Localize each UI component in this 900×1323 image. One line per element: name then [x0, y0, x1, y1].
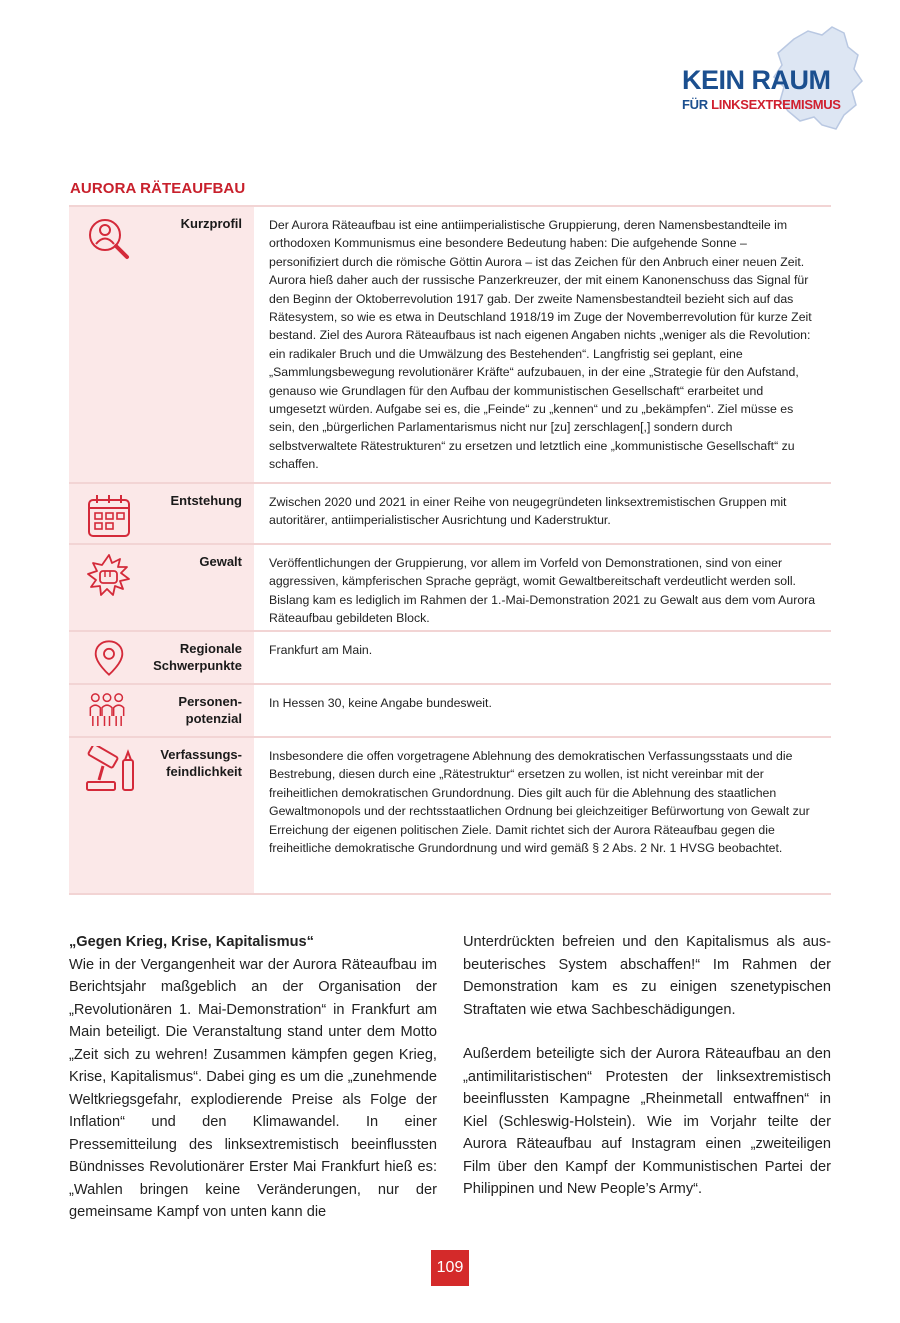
- profile-table: [69, 205, 831, 895]
- profile-row-gewalt: [69, 543, 831, 630]
- article-left-column: [69, 931, 437, 1224]
- profile-label: Kurzprofil: [180, 216, 242, 231]
- article-right-column: [463, 931, 831, 1201]
- profile-text: Insbesondere die offen vorgetragene Ablehnung des demokratischen Verfassungsstaats und die Bestrebung, diesen durch eine „Rätestruktur“ ersetzen zu wollen, ist nicht vereinbar mit der freiheitlichen demokratischen Grundordnung. Dies gilt auch für die Ablehnung des staatlichen Gewaltmonopols und der rechtsstaatlichen Ordnung bei gleichzeitiger Befürwortung von Gewalt zur Erreichung der eigenen politischen Ziele. Damit richtet sich der Aurora Räteaufbau gegen die freiheitliche demokratische Grundordnung und wird gemäß § 2 Abs. 2 Nr. 1 HVSG beobachtet.: [269, 749, 810, 856]
- profile-text: In Hessen 30, keine Angabe bundesweit.: [269, 696, 492, 710]
- logo-title: KEIN RAUM: [682, 65, 831, 95]
- article-paragraph: Unterdrückten befreien und den Kapitalismus als ausbeuterisches System abschaffen!“ Im Rahmen der Demonstration kam es zu einigen szenetypischen Straftaten wie etwa Sachbeschädigungen.: [463, 934, 831, 1018]
- profile-label: Personenpotenzial: [178, 694, 242, 726]
- logo: [676, 25, 866, 135]
- gavel-icon: [83, 746, 139, 794]
- magnifier-person-icon: [85, 215, 133, 263]
- profile-text: Zwischen 2020 und 2021 in einer Reihe von neugegründeten linksextremistischen Gruppen mit autoritärer, antiimperialistischer Ausrichtung und Kaderstruktur.: [269, 495, 787, 528]
- calendar-icon: [85, 492, 133, 540]
- people-group-icon: [85, 691, 129, 731]
- article-heading: „Gegen Krieg, Krise, Kapitalismus“: [69, 934, 314, 950]
- article-paragraph: Wie in der Vergangenheit war der Aurora Räteaufbau im Berichtsjahr maßgeblich an der Organisation der „Revolutionären 1. Mai-Demonstration“ in Frankfurt am Main beteiligt. Die Veranstaltung stand unter dem Motto „Zeit sich zu wehren! Zusammen kämpfen gegen Krieg, Krise, Kapitalismus“. Dabei ging es um die „zunehmende Weltkriegsgefahr, explodierende Preise als Folge der Inflation“ und den Klimawandel. In einer Pressemitteilung des linksextremistisch beeinflussten Bündnisses Revolutionärer Erster Mai Frankfurt hieß es: „Wahlen bringen keine Veränderungen, nur der gemeinsame Kampf von unten kann die: [69, 956, 437, 1220]
- profile-row-regionale-schwerpunkte: [69, 630, 831, 683]
- profile-row-verfassungsfeindlichkeit: [69, 736, 831, 895]
- section-title: AURORA RÄTEAUFBAU: [70, 180, 246, 197]
- profile-row-kurzprofil: [69, 205, 831, 482]
- profile-row-entstehung: [69, 482, 831, 543]
- profile-row-personenpotenzial: [69, 683, 831, 736]
- article-paragraph: Außerdem beteiligte sich der Aurora Räteaufbau an den „antimilitaristischen“ Protesten der linksextremistisch beeinflussten Kampagne „Rheinmetall entwaffnen“ in Kiel (Schleswig-Holstein). Wie im Vorjahr teilte der Aurora Räteaufbau auf Instagram einen „zweiteiligen Film über den Kampf der Kommunistischen Partei der Philippinen und New People’s Army“.: [463, 1046, 831, 1197]
- location-pin-icon: [89, 638, 129, 678]
- profile-label: Gewalt: [199, 554, 242, 569]
- profile-text: Frankfurt am Main.: [269, 643, 373, 657]
- profile-text: Der Aurora Räteaufbau ist eine antiimperialistische Gruppierung, deren Namensbestandteile im orthodoxen Kommunismus eine besondere Bedeutung haben: Die aufgehende Sonne – personifiziert durch die römische Göttin Aurora – ist das Zeichen für den Anbruch einer neuen Zeit. Aurora hieß daher auch der russische Panzerkreuzer, der mit einem Kanonenschuss das Signal für den Beginn der Oktoberrevolution 1917 gab. Der zweite Namensbestandteil bezieht sich auf das Rätesystem, so wie es etwa in Deutschland 1918/19 im Zuge der Novemberrevolution für kurze Zeit bestand. Ziel des Aurora Räteaufbaus ist nach eigenen Angaben nichts „weniger als die Revolution: ein radikaler Bruch und die Umwälzung des Bestehenden“. Langfristig sei geplant, eine „Sammlungsbewegung revolutionärer Kräfte“ aufzubauen, in der eine „Strategie für den Aufstand, genauso wie Grundlagen für den Aufbau der kommunistischen Gesellschaft“ erarbeitet und umgesetzt würden. Aufgabe sei es, die „Feinde“ zu „kennen“ und zu „bekämpfen“. Ziel müsse es sein, den „bürgerlichen Parlamentarismus nicht nur [zu] zerschlagen[,] sondern durch selbstverwaltete Rätestrukturen“ zu ersetzen und letztlich eine „kommunistische Gesellschaft“ zu schaffen.: [269, 218, 812, 472]
- profile-text: Veröffentlichungen der Gruppierung, vor allem im Vorfeld von Demonstrationen, sind von einer aggressiven, kämpferischen Sprache geprägt, womit Gewaltbereitschaft verdeutlicht werden soll. Bislang kam es lediglich im Rahmen der 1.-Mai-Demonstration 2021 zu Gewalt aus dem vom Aurora Räteaufbau gebildeten Block.: [269, 556, 816, 626]
- profile-label: Verfassungsfeindlichkeit: [160, 747, 242, 779]
- profile-label: Regionale Schwerpunkte: [153, 641, 242, 673]
- page-number: 109: [431, 1250, 469, 1286]
- fist-icon: [85, 553, 133, 601]
- logo-subtitle: FÜR LINKSEXTREMISMUS: [682, 97, 841, 112]
- profile-label: Entstehung: [170, 493, 242, 508]
